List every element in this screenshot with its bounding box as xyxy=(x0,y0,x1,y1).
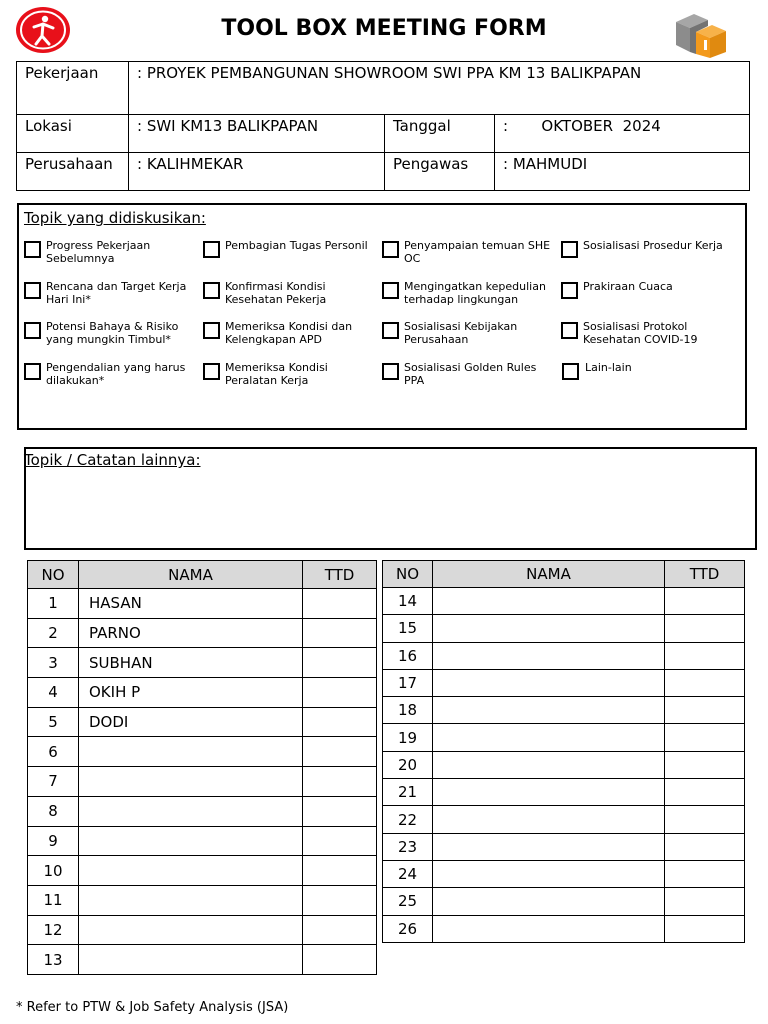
row-number: 6 xyxy=(28,737,79,767)
name-cell[interactable] xyxy=(433,915,665,942)
topic-checkbox[interactable] xyxy=(562,363,579,380)
row-number: 9 xyxy=(28,826,79,856)
attendance-row xyxy=(383,751,745,778)
topic-checkbox[interactable] xyxy=(382,363,399,380)
topic-label xyxy=(404,280,546,306)
topic-checkbox[interactable] xyxy=(382,241,399,258)
attendance-row xyxy=(28,796,377,826)
topic-label-line1: Potensi Bahaya & Risiko xyxy=(46,320,179,333)
attendance-row xyxy=(28,915,377,945)
row-number: 26 xyxy=(383,915,433,942)
row-number: 7 xyxy=(28,767,79,797)
name-cell[interactable] xyxy=(433,697,665,724)
signature-cell[interactable] xyxy=(303,707,377,737)
name-cell[interactable] xyxy=(79,856,303,886)
topic-label-line1: Memeriksa Kondisi xyxy=(225,361,328,374)
topic-label xyxy=(404,320,517,346)
topic-checkbox[interactable] xyxy=(24,241,41,258)
row-number: 21 xyxy=(383,779,433,806)
row-number: 17 xyxy=(383,669,433,696)
topic-label-line2: Hari Ini* xyxy=(46,293,91,306)
topic-label-line1: Progress Pekerjaan xyxy=(46,239,151,252)
topic-label-line2: terhadap lingkungan xyxy=(404,293,519,306)
pekerjaan-value[interactable]: : PROYEK PEMBANGUNAN SHOWROOM SWI PPA KM 13 BALIKPAPAN xyxy=(129,62,750,115)
name-cell[interactable]: OKIH P xyxy=(79,678,303,708)
name-cell[interactable]: SUBHAN xyxy=(79,648,303,678)
topic-label-line1: Pembagian Tugas Personil xyxy=(225,239,368,252)
signature-cell[interactable] xyxy=(303,767,377,797)
name-cell[interactable] xyxy=(79,915,303,945)
topic-label-line2: Kesehatan COVID-19 xyxy=(583,333,698,346)
row-number: 11 xyxy=(28,885,79,915)
row-number: 8 xyxy=(28,796,79,826)
signature-cell[interactable] xyxy=(665,724,745,751)
topic-label-line1: Pengendalian yang harus xyxy=(46,361,186,374)
topic-label-line2: Kelengkapan APD xyxy=(225,333,322,346)
topic-checkbox[interactable] xyxy=(203,322,220,339)
name-cell[interactable] xyxy=(433,669,665,696)
notes-title: Topik / Catatan lainnya: xyxy=(24,451,201,469)
attendance-row xyxy=(28,648,377,678)
attendance-row xyxy=(28,826,377,856)
topic-label-line1: Lain-lain xyxy=(585,361,632,374)
row-number: 23 xyxy=(383,833,433,860)
tanggal-value[interactable]: : OKTOBER 2024 xyxy=(495,115,750,153)
topic-label xyxy=(46,320,178,346)
topics-title: Topik yang didiskusikan: xyxy=(24,209,206,227)
row-number: 15 xyxy=(383,615,433,642)
attendance-row xyxy=(383,697,745,724)
topic-checkbox[interactable] xyxy=(203,282,220,299)
signature-cell[interactable] xyxy=(665,697,745,724)
topic-label xyxy=(583,320,698,346)
row-number: 19 xyxy=(383,724,433,751)
topic-label-line2: Kesehatan Pekerja xyxy=(225,293,327,306)
topic-label-line1: Sosialisasi Golden Rules xyxy=(404,361,537,374)
name-cell[interactable]: PARNO xyxy=(79,618,303,648)
attendance-row xyxy=(383,724,745,751)
topic-label-line1: Sosialisasi Prosedur Kerja xyxy=(583,239,723,252)
row-number: 22 xyxy=(383,806,433,833)
topic-label-line1: Penyampaian temuan SHE xyxy=(404,239,551,252)
header-nama: NAMA xyxy=(433,561,665,588)
header-ttd: TTD xyxy=(303,561,377,589)
attendance-table-left xyxy=(27,560,377,975)
topic-label xyxy=(46,361,185,387)
topic-label-line1: Sosialisasi Kebijakan xyxy=(404,320,518,333)
signature-cell[interactable] xyxy=(665,751,745,778)
topic-checkbox[interactable] xyxy=(24,363,41,380)
name-cell[interactable] xyxy=(79,945,303,975)
attendance-row xyxy=(383,669,745,696)
topic-label xyxy=(404,239,550,265)
name-cell[interactable] xyxy=(433,806,665,833)
name-cell[interactable]: DODI xyxy=(79,707,303,737)
topic-label-line2: Peralatan Kerja xyxy=(225,374,309,387)
name-cell[interactable] xyxy=(79,767,303,797)
name-cell[interactable]: HASAN xyxy=(79,589,303,619)
project-info-table xyxy=(16,61,750,191)
topic-label-line1: Sosialisasi Protokol xyxy=(583,320,688,333)
header-no: NO xyxy=(28,561,79,589)
topic-checkbox[interactable] xyxy=(203,363,220,380)
attendance-row xyxy=(28,707,377,737)
topic-label-line2: Sebelumnya xyxy=(46,252,115,265)
attendance-row xyxy=(383,588,745,615)
name-cell[interactable] xyxy=(433,751,665,778)
name-cell[interactable] xyxy=(79,737,303,767)
header-no: NO xyxy=(383,561,433,588)
signature-cell[interactable] xyxy=(303,826,377,856)
name-cell[interactable] xyxy=(79,796,303,826)
signature-cell[interactable] xyxy=(303,618,377,648)
attendance-table-right xyxy=(382,560,745,943)
topic-label xyxy=(583,280,673,293)
footnote: * Refer to PTW & Job Safety Analysis (JSA) xyxy=(16,1000,289,1015)
row-number: 4 xyxy=(28,678,79,708)
attendance-row xyxy=(383,642,745,669)
signature-cell[interactable] xyxy=(303,737,377,767)
row-number: 12 xyxy=(28,915,79,945)
name-cell[interactable] xyxy=(79,826,303,856)
signature-cell[interactable] xyxy=(303,856,377,886)
row-number: 1 xyxy=(28,589,79,619)
attendance-row xyxy=(383,615,745,642)
row-number: 18 xyxy=(383,697,433,724)
topic-label xyxy=(46,280,186,306)
attendance-row xyxy=(383,888,745,915)
attendance-row xyxy=(28,885,377,915)
signature-cell[interactable] xyxy=(665,669,745,696)
tanggal-label: Tanggal xyxy=(385,115,495,153)
row-number: 20 xyxy=(383,751,433,778)
signature-cell[interactable] xyxy=(665,588,745,615)
attendance-row xyxy=(28,737,377,767)
name-cell[interactable] xyxy=(433,888,665,915)
topic-label xyxy=(46,239,150,265)
topic-label-line2: yang mungkin Timbul* xyxy=(46,333,171,346)
name-cell[interactable] xyxy=(433,724,665,751)
attendance-row xyxy=(383,915,745,942)
row-number: 16 xyxy=(383,642,433,669)
attendance-row xyxy=(383,779,745,806)
topic-checkbox[interactable] xyxy=(382,282,399,299)
attendance-row xyxy=(28,945,377,975)
topic-checkbox[interactable] xyxy=(203,241,220,258)
attendance-row xyxy=(383,860,745,887)
topic-label xyxy=(225,361,328,387)
signature-cell[interactable] xyxy=(303,945,377,975)
attendance-row xyxy=(28,678,377,708)
row-number: 10 xyxy=(28,856,79,886)
signature-cell[interactable] xyxy=(303,796,377,826)
topic-label-line2: PPA xyxy=(404,374,425,387)
row-number: 25 xyxy=(383,888,433,915)
topic-checkbox[interactable] xyxy=(561,282,578,299)
name-cell[interactable] xyxy=(433,833,665,860)
signature-cell[interactable] xyxy=(665,615,745,642)
signature-cell[interactable] xyxy=(665,860,745,887)
pekerjaan-label: Pekerjaan xyxy=(17,62,129,115)
signature-cell[interactable] xyxy=(303,678,377,708)
attendance-row xyxy=(28,856,377,886)
header-ttd: TTD xyxy=(665,561,745,588)
signature-cell[interactable] xyxy=(665,915,745,942)
perusahaan-value[interactable]: : KALIHMEKAR xyxy=(129,153,385,191)
topic-label-line1: Konfirmasi Kondisi xyxy=(225,280,326,293)
name-cell[interactable] xyxy=(433,779,665,806)
lokasi-value[interactable]: : SWI KM13 BALIKPAPAN xyxy=(129,115,385,153)
name-cell[interactable] xyxy=(79,885,303,915)
signature-cell[interactable] xyxy=(665,779,745,806)
form-title: TOOL BOX MEETING FORM xyxy=(221,16,547,41)
header-nama: NAMA xyxy=(79,561,303,589)
topic-label-line1: Memeriksa Kondisi dan xyxy=(225,320,353,333)
row-number: 2 xyxy=(28,618,79,648)
signature-cell[interactable] xyxy=(665,888,745,915)
name-cell[interactable] xyxy=(433,642,665,669)
topics-box xyxy=(17,203,747,430)
row-number: 24 xyxy=(383,860,433,887)
topic-label-line2: dilakukan* xyxy=(46,374,105,387)
signature-cell[interactable] xyxy=(303,589,377,619)
topic-label-line1: Rencana dan Target Kerja xyxy=(46,280,187,293)
signature-cell[interactable] xyxy=(303,648,377,678)
name-cell[interactable] xyxy=(433,615,665,642)
topic-checkbox[interactable] xyxy=(24,322,41,339)
row-number: 3 xyxy=(28,648,79,678)
row-number: 14 xyxy=(383,588,433,615)
topic-label xyxy=(585,361,632,374)
topic-label xyxy=(225,320,352,346)
topic-label xyxy=(404,361,536,387)
attendance-row xyxy=(383,833,745,860)
topic-label-line2: Perusahaan xyxy=(404,333,469,346)
topic-label xyxy=(225,239,368,252)
signature-cell[interactable] xyxy=(665,806,745,833)
row-number: 5 xyxy=(28,707,79,737)
signature-cell[interactable] xyxy=(303,885,377,915)
signature-cell[interactable] xyxy=(665,833,745,860)
topic-checkbox[interactable] xyxy=(382,322,399,339)
attendance-row xyxy=(28,589,377,619)
pengawas-value[interactable]: : MAHMUDI xyxy=(495,153,750,191)
topic-checkbox[interactable] xyxy=(24,282,41,299)
perusahaan-label: Perusahaan xyxy=(17,153,129,191)
topic-label xyxy=(225,280,326,306)
topic-checkbox[interactable] xyxy=(561,322,578,339)
topic-checkbox[interactable] xyxy=(561,241,578,258)
row-number: 13 xyxy=(28,945,79,975)
attendance-row xyxy=(28,618,377,648)
topic-label-line1: Prakiraan Cuaca xyxy=(583,280,673,293)
topic-label xyxy=(583,239,723,252)
pengawas-label: Pengawas xyxy=(385,153,495,191)
name-cell[interactable] xyxy=(433,588,665,615)
topic-label-line1: Mengingatkan kepedulian xyxy=(404,280,546,293)
attendance-row xyxy=(28,767,377,797)
signature-cell[interactable] xyxy=(665,642,745,669)
topic-label-line2: OC xyxy=(404,252,421,265)
lokasi-label: Lokasi xyxy=(17,115,129,153)
signature-cell[interactable] xyxy=(303,915,377,945)
attendance-row xyxy=(383,806,745,833)
name-cell[interactable] xyxy=(433,860,665,887)
